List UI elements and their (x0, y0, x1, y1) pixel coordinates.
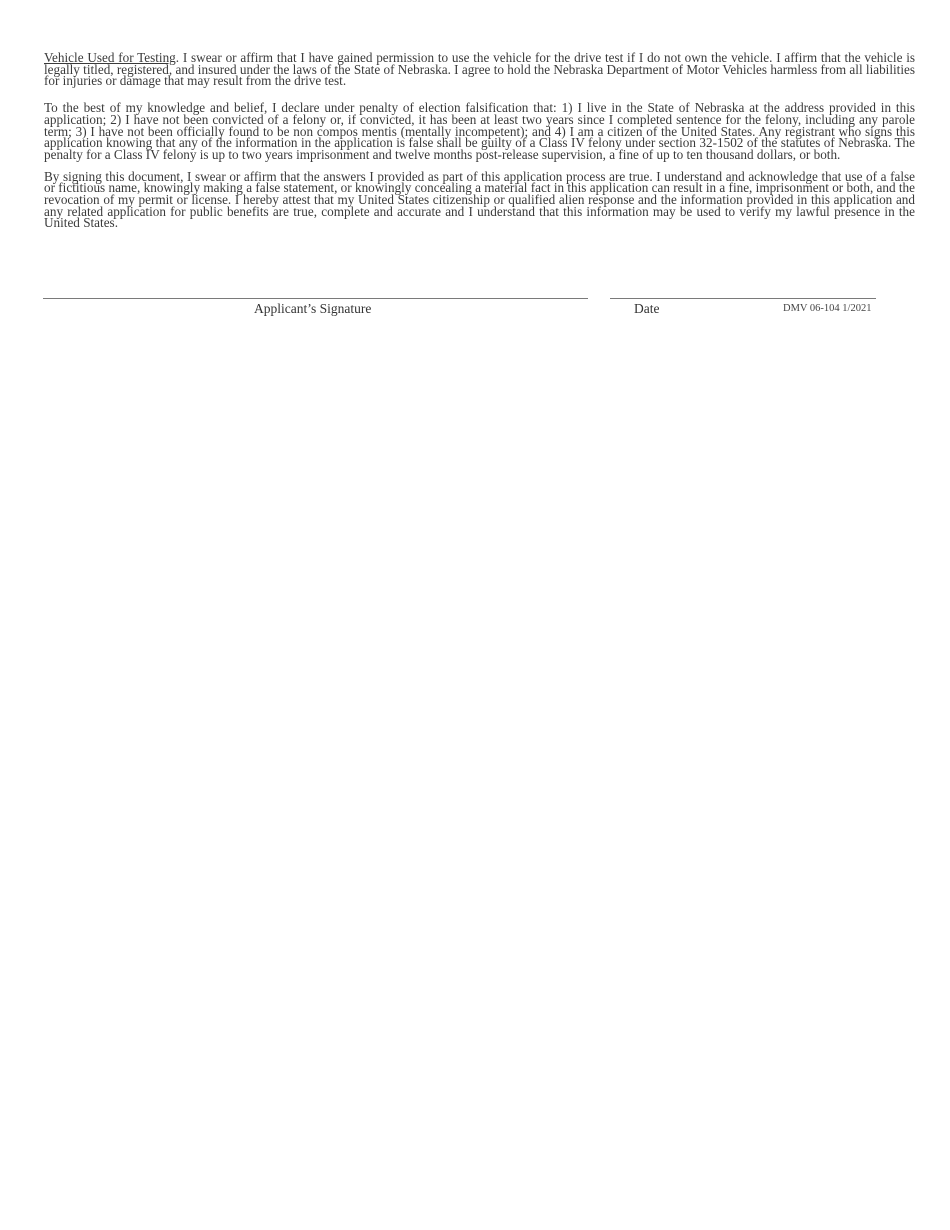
document-body (44, 52, 915, 229)
date-line[interactable] (610, 298, 876, 299)
vehicle-testing-paragraph (44, 52, 915, 87)
signature-line[interactable] (43, 298, 588, 299)
vehicle-testing-text: . I swear or affirm that I have gained permission to use the vehicle for the drive test if I do not own the vehicle. I affirm that the vehicle is legally titled, registered, and insured under the laws of the State of Nebraska. I agree to hold the Nebraska Department of Motor Vehicles harmless from all liabilities for injuries or damage that may result from the drive test. (44, 50, 916, 89)
affirmation-paragraph: By signing this document, I swear or affirm that the answers I provided as part of this application process are true. I understand and acknowledge that use of a false or fictitious name, knowingly making a false statement, or knowingly concealing a material fact in this application can result in a fine, imprisonment or both, and the revocation of my permit or license. I hereby attest that my United States citizenship or qualified alien response and the information provided in this application and any related application for public benefits are true, complete and accurate and I understand that this information may be used to verify my lawful presence in the United States. (44, 168, 915, 231)
applicant-signature-label: Applicant’s Signature (254, 301, 372, 316)
form-code: DMV 06-104 1/2021 (783, 303, 872, 314)
election-declaration-paragraph: To the best of my knowledge and belief, I declare under penalty of election falsification that: 1) I live in the State of Nebraska at the address provided in this application; 2) I have not been convicted of a felony or, if convicted, it has been at least two years since I completed sentence for the felony, including any parole term; 3) I have not been officially found to be non compos mentis (mentally incompetent); and 4) I am a citizen of the United States. Any registrant who signs this application knowing that any of the information in the application is false shall be guilty of a Class IV felony under section 32-1502 of the statutes of Nebraska. The penalty for a Class IV felony is up to two years imprisonment and twelve months post-release supervision, a fine of up to ten thousand dollars, or both. (44, 100, 915, 162)
date-label: Date (634, 301, 660, 316)
vehicle-testing-heading: Vehicle Used for Testing (44, 50, 176, 65)
